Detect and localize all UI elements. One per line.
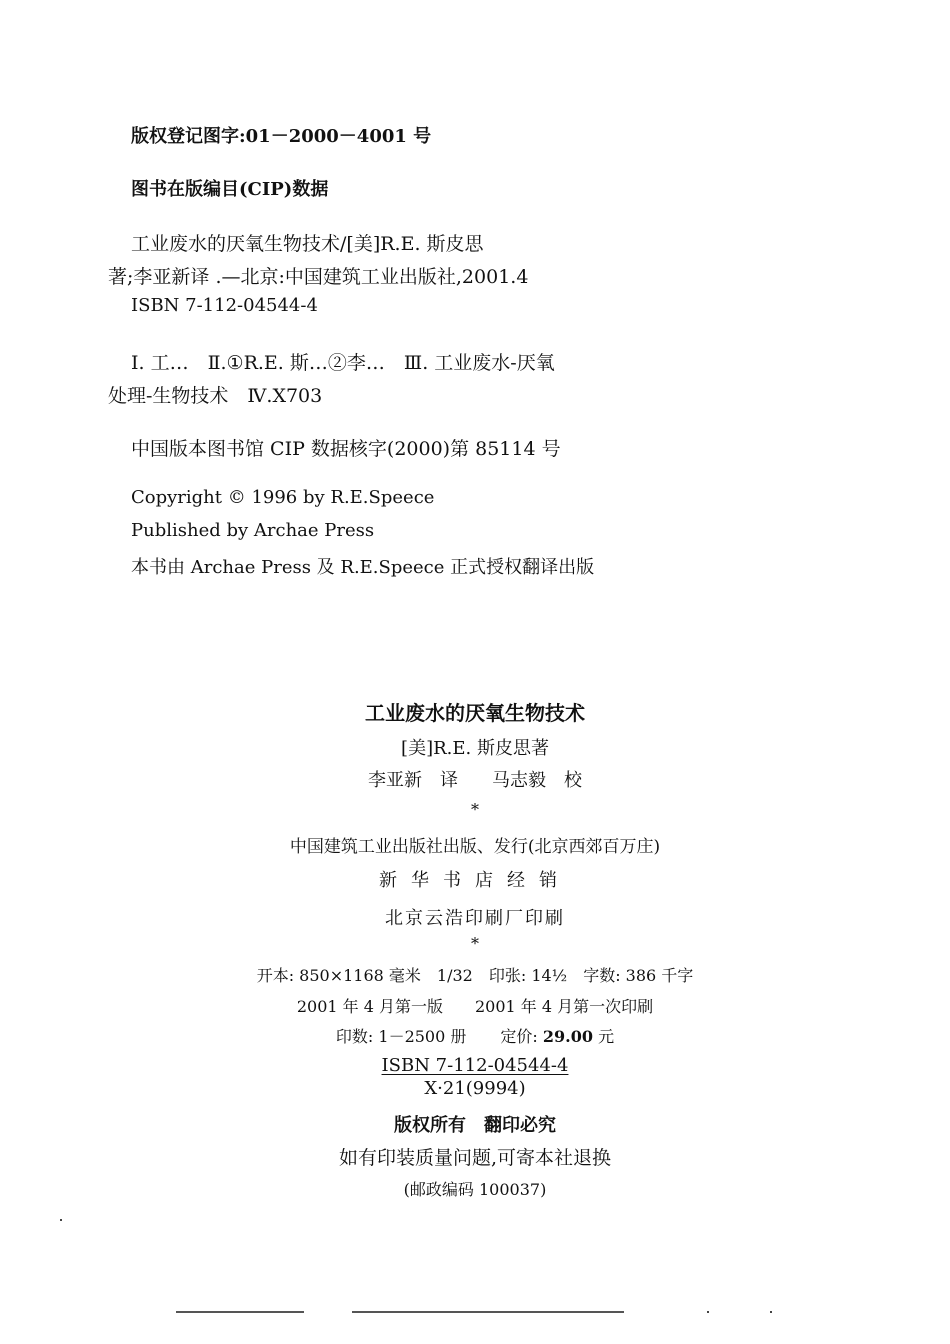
print-run-and-price [0, 1024, 950, 1047]
copyright-notice: Copyright © 1996 by R.E.Speece [131, 487, 435, 508]
book-title: 工业废水的厌氧生物技术 [365, 701, 585, 725]
copyright-registration: 版权登记图字:01－2000－4001 号 [131, 126, 432, 147]
classification-code: X·21(9994) [424, 1078, 526, 1099]
publisher-info: 中国建筑工业出版社出版、发行(北京西郊百万庄) [289, 837, 661, 857]
subject-terms-line-2: 处理-生物技术 Ⅳ.X703 [108, 385, 323, 407]
proofreader: 马志毅 校 [492, 770, 582, 791]
book-author: [美]R.E. 斯皮思著 [401, 738, 549, 759]
scan-artifact-line [352, 1311, 624, 1313]
translator: 李亚新 译 [368, 770, 458, 791]
distributor: 新华书店经销 [379, 870, 571, 891]
postcode: (邮政编码 100037) [403, 1180, 547, 1199]
cip-isbn: ISBN 7-112-04544-4 [131, 295, 318, 316]
edition-info: 2001 年 4 月第一版 2001 年 4 月第一次印刷 [296, 997, 654, 1016]
rights-notice: 版权所有 翻印必究 [394, 1115, 556, 1136]
translation-authorization: 本书由 Archae Press 及 R.E.Speece 正式授权翻译出版 [131, 557, 595, 578]
scan-speck [60, 1219, 62, 1221]
colophon-isbn: ISBN 7-112-04544-4 [381, 1055, 569, 1076]
book-specs: 开本: 850×1168 毫米 1/32 印张: 14½ 字数: 386 千字 [256, 966, 694, 985]
separator-asterisk: * [471, 800, 479, 819]
print-run: 印数: 1－2500 册 [335, 1027, 467, 1046]
cip-core-number: 中国版本图书馆 CIP 数据核字(2000)第 85114 号 [131, 438, 561, 460]
cip-entry-line-1: 工业废水的厌氧生物技术/[美]R.E. 斯皮思 [131, 233, 484, 255]
cip-heading: 图书在版编目(CIP)数据 [131, 179, 329, 200]
subject-terms-line-1: Ⅰ. 工… Ⅱ.①R.E. 斯…②李… Ⅲ. 工业废水-厌氧 [131, 352, 555, 374]
publisher-english: Published by Archae Press [131, 520, 375, 541]
separator-asterisk-2: * [471, 934, 479, 953]
scan-artifact-line [176, 1311, 304, 1313]
scan-speck [770, 1311, 772, 1313]
cip-entry-line-2: 著;李亚新译 .—北京:中国建筑工业出版社,2001.4 [108, 266, 529, 288]
printer: 北京云浩印刷厂印刷 [385, 908, 565, 929]
scan-speck [707, 1311, 709, 1313]
price-label: 定价: [500, 1027, 538, 1046]
translation-credits [0, 766, 950, 792]
price-value: 29.00 [542, 1027, 593, 1046]
price-unit: 元 [598, 1027, 615, 1046]
return-notice: 如有印装质量问题,可寄本社退换 [338, 1147, 612, 1169]
